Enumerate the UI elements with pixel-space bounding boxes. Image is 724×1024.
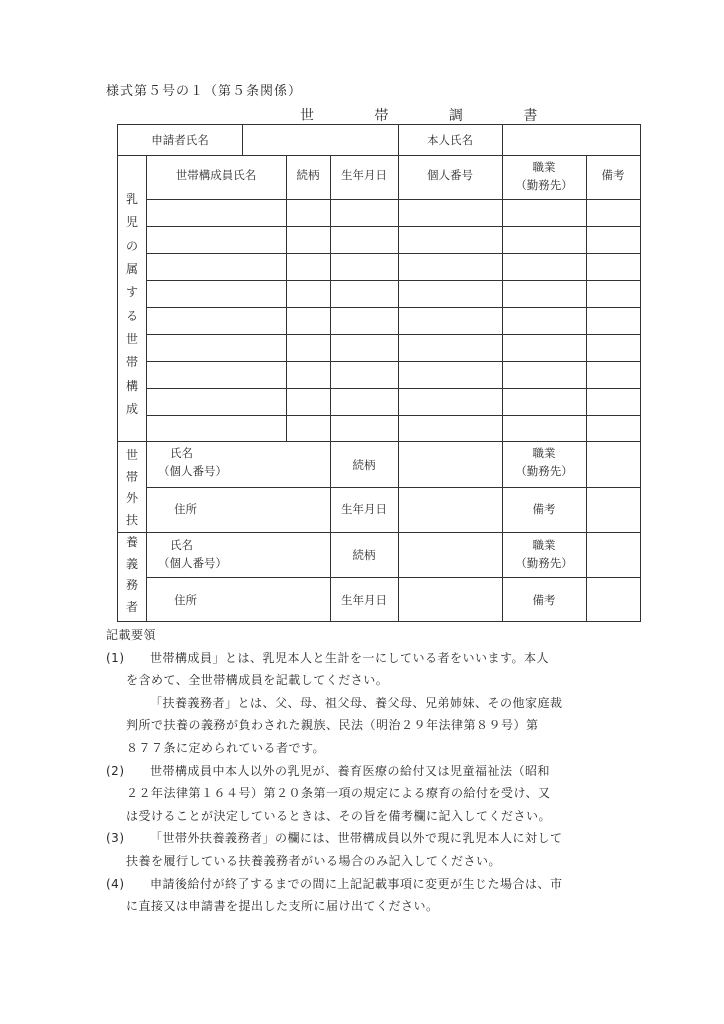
applicant-name-label: 申請者氏名 [151,133,209,147]
column-individual-number: 個人番号 [427,168,473,182]
outside1-remarks-label: 備考 [532,502,556,516]
note-2-line-3: は受けることが決定しているときは、その旨を備考欄に記入してください。 [126,808,552,823]
note-1-line-2: を含めて、全世帯構成員を記載してください。 [126,673,389,688]
household-table [117,124,641,622]
instructions-heading: 記載要領 [106,628,157,642]
note-1b-line-3: ８７７条に定められている者です。 [126,740,326,755]
note-2-line-1: (2) 世帯構成員中本人以外の乳児が、養育医療の給付又は児童福祉法（昭和 [106,763,551,778]
column-member-name: 世帯構成員氏名 [175,168,257,182]
instructions [106,624,666,918]
applicant-name-field[interactable] [242,132,398,148]
outside1-relation-label: 続柄 [352,458,376,472]
form-number: 様式第５号の１（第５条関係） [106,84,303,99]
patient-name-field[interactable] [502,132,640,148]
note-3-line-2: 扶養を履行している扶養義務者がいる場合のみ記入してください。 [126,853,502,868]
note-2-line-2: ２２年法律第１６４号）第２０条第一項の規定による療育の給付を受け、又 [126,786,551,801]
patient-name-label: 本人氏名 [427,133,473,147]
household-side-label: 乳 児 の 属 す る 世 帯 構 成 [125,192,138,416]
outside1-birthdate-label: 生年月日 [341,502,387,516]
document-title: 世 帯 調 書 [300,108,566,124]
outside2-name-label: 氏名 （個人番号） [158,538,227,570]
note-1-line-1: (1) 世帯構成員」とは、乳児本人と生計を一にしている者をいいます。本人 [106,650,550,665]
outside2-address-label: 住所 [174,593,197,607]
note-4-line-2: に直接又は申請書を提出した支所に届け出てください。 [126,899,439,914]
outside2-remarks-label: 備考 [532,593,556,607]
column-occupation: 職業 （勤務先） [515,160,573,192]
note-4-line-1: (4) 申請後給付が終了するまでの間に上記記載事項に変更が生じた場合は、市 [106,876,563,891]
outside2-relation-label: 続柄 [352,548,376,562]
outside2-occupation-label: 職業 （勤務先） [515,538,573,570]
column-relation: 続柄 [296,168,320,182]
outside2-birthdate-label: 生年月日 [341,593,387,607]
outside1-occupation-label: 職業 （勤務先） [515,446,573,478]
outside1-address-label: 住所 [174,502,197,516]
outside-dependents-side-label: 世 帯 外 扶 養 義 務 者 [125,448,138,614]
note-1b-line-1: 「扶養義務者」とは、父、母、祖父母、養父母、兄弟姉妹、その他家庭裁 [150,695,563,710]
outside1-name-label: 氏名 （個人番号） [158,446,227,478]
note-3-line-1: (3) 「世帯外扶養義務者」の欄には、世帯構成員以外で現に乳児本人に対して [106,831,563,846]
column-birthdate: 生年月日 [341,168,387,182]
note-1b-line-2: 判所で扶養の義務が負わされた親族、民法（明治２９年法律第８９号）第 [126,718,539,733]
column-remarks: 備考 [601,168,625,182]
